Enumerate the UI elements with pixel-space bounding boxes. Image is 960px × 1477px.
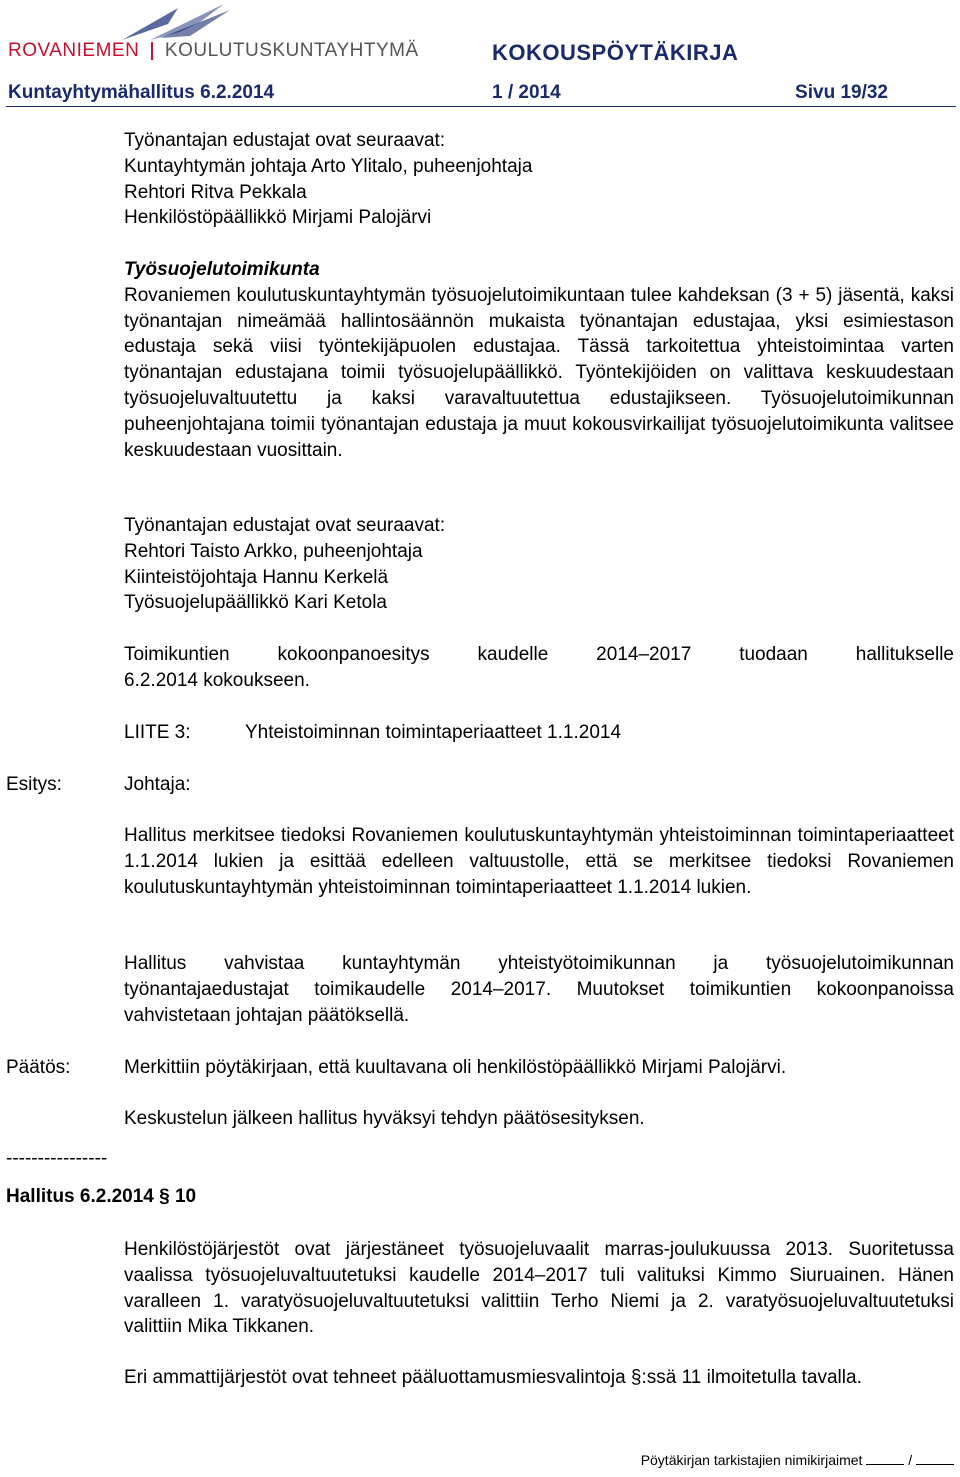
section10-text-1: Henkilöstöjärjestöt ovat järjestäneet työsuojeluvaalit marras-joulukuussa 2013. Suoritetussa vaalissa työsuojeluvaltuutetuksi kaudelle 2014–2017 tuli valituksi Kimmo Siuruainen. Hänen varalleen 1. varatyösuojeluvaltuutetuksi valittiin Terho Niemi ja 2. varatyösuojeluvaltuutetuksi valittiin Mika Tikkanen. [124, 1239, 954, 1338]
proposal-label: Esitys: [6, 774, 62, 795]
employer-reps-heading: Työnantajan edustajat ovat seuraavat: [124, 515, 446, 536]
safety-committee-paragraph: Rovaniemen koulutuskuntayhtymän työsuojelutoimikuntaan tulee kahdeksan (3 + 5) jäsentä, kaksi työnantajan nimeämää hallintosäännön mukaista työnantajan edustajaa, yksi esimiestason edustaja sekä viisi työntekijäpuolen edustajaa. Tässä tarkoitettua yhteistoimintaa varten työnantajan edustajana toimii työsuojelupäällikkö. Työntekijöiden on valittava keskuudestaan työsuojeluvaltuutettu ja kaksi varavaltuutettua edustajikseen. Työsuojelutoimikunnan puheenjohtajana toimii työnantajan edustaja ja muut kokousvirkailijat työsuojelutoimikunta valitsee keskuudestaan vuosittain. [124, 284, 954, 461]
member-line: Kiinteistöjohtaja Hannu Kerkelä [124, 566, 389, 588]
member-line: Rehtori Ritva Pekkala [124, 181, 307, 203]
footer-label: Pöytäkirjan tarkistajien nimikirjaimet [640, 1452, 863, 1468]
employer-reps-heading: Työnantajan edustajat ovat seuraavat: [124, 130, 446, 151]
initials-field-1 [866, 1452, 904, 1465]
decision-text-2: Keskustelun jälkeen hallitus hyväksyi tehdyn päätösesityksen. [124, 1108, 645, 1129]
logo-swoosh-icon [120, 2, 240, 42]
member-line: Työsuojelupäällikkö Kari Ketola [124, 592, 387, 614]
header-rule [6, 106, 956, 107]
proposer: Johtaja: [124, 774, 191, 795]
page-number: Sivu 19/32 [795, 82, 888, 103]
section10-text-2: Eri ammattijärjestöt ovat tehneet pääluottamusmiesvalintoja §:ssä 11 ilmoitetulla tavalla. [124, 1367, 862, 1388]
member-line: Kuntayhtymän johtaja Arto Ylitalo, puheenjohtaja [124, 155, 533, 177]
safety-committee-section [124, 257, 954, 463]
meeting-number: 1 / 2014 [492, 82, 561, 103]
decision-label: Päätös: [6, 1057, 71, 1078]
attachment-title: Yhteistoiminnan toimintaperiaatteet 1.1.2014 [245, 722, 622, 743]
attachment-label: LIITE 3: [124, 722, 191, 743]
section-heading: Hallitus 6.2.2014 § 10 [6, 1186, 197, 1207]
organization-logo [8, 40, 419, 62]
employer-reps-1 [124, 128, 954, 231]
proposal-text-1: Hallitus merkitsee tiedoksi Rovaniemen koulutuskuntayhtymän yhteistoiminnan toimintaperiaatteet 1.1.2014 lukien ja esittää edelleen valtuustolle, että se merkitsee tiedoksi Rovaniemen koulutuskuntayhtymän yhteistoiminnan toimintaperiaatteet 1.1.2014 lukien. [124, 825, 954, 898]
proposal-line: Toimikuntien kokoonpanoesitys kaudelle 2014–2017 tuodaan hallitukselle [124, 644, 954, 665]
logo-part-koulutuskuntayhtyma: KOULUTUSKUNTAYHTYMÄ [164, 40, 419, 61]
footer-slash: / [908, 1452, 913, 1468]
document-type: KOKOUSPÖYTÄKIRJA [492, 40, 739, 65]
member-line: Rehtori Taisto Arkko, puheenjohtaja [124, 540, 423, 562]
initials-field-2 [916, 1452, 954, 1465]
proposal-paragraph [124, 642, 954, 694]
decision-text-1: Merkittiin pöytäkirjaan, että kuultavana oli henkilöstöpäällikkö Mirjami Palojärvi. [124, 1057, 787, 1078]
member-line: Henkilöstöpäällikkö Mirjami Palojärvi [124, 207, 432, 229]
section-title: Työsuojelutoimikunta [124, 259, 320, 280]
proposal-text-2: Hallitus vahvistaa kuntayhtymän yhteistyötoimikunnan ja työsuojelutoimikunnan työnantajaedustajat toimikaudelle 2014–2017. Muutokset toimikuntien kokoonpanoissa vahvistetaan johtajan päätöksellä. [124, 953, 954, 1026]
proposal-line: 6.2.2014 kokoukseen. [124, 669, 310, 691]
meeting-title: Kuntayhtymähallitus 6.2.2014 [8, 82, 275, 103]
logo-part-rovaniemen: ROVANIEMEN [8, 40, 140, 61]
footer-initials [641, 1452, 954, 1468]
separator-line: ---------------- [6, 1148, 108, 1169]
employer-reps-2 [124, 513, 954, 616]
